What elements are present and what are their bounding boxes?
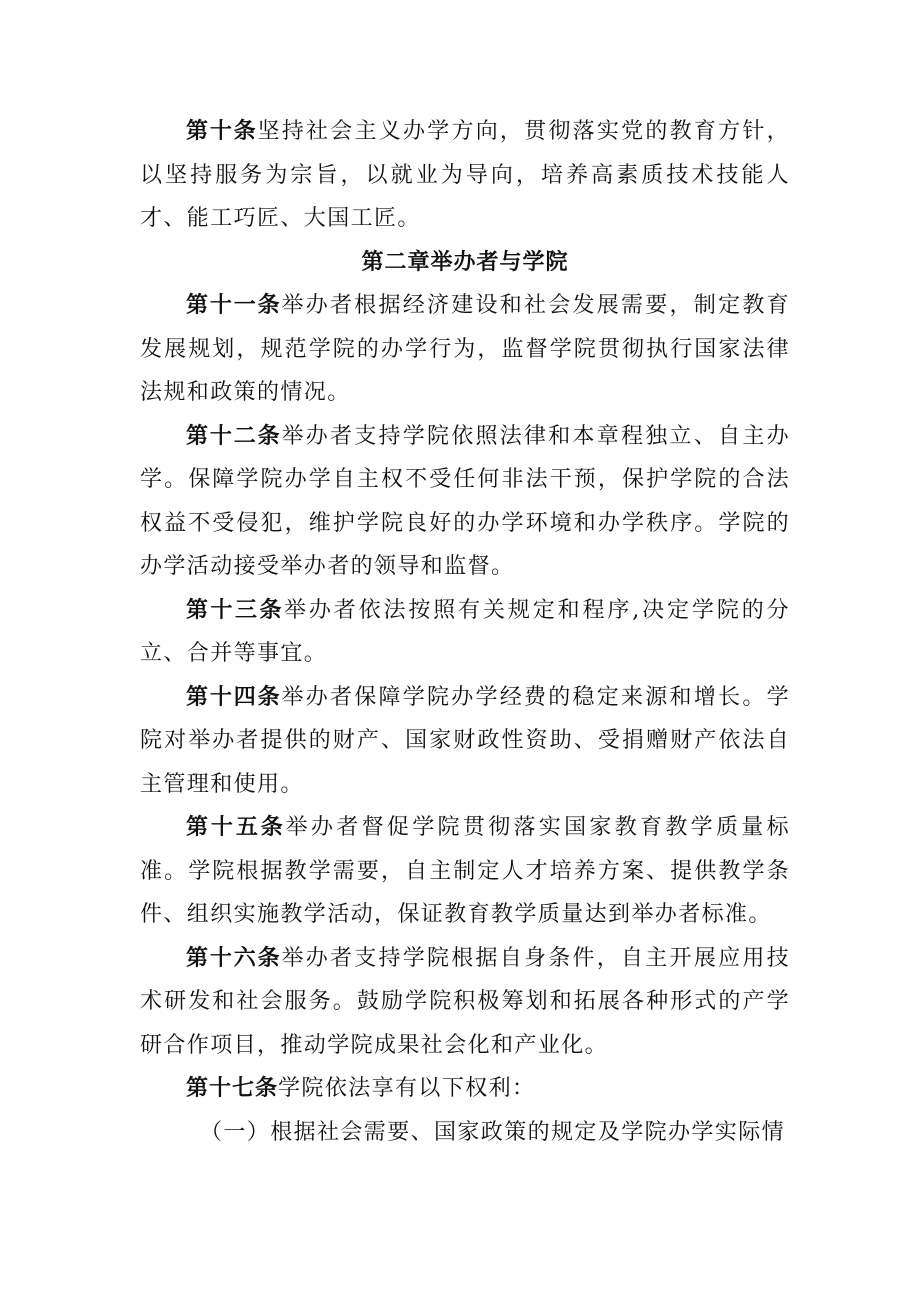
article-13 [140, 589, 790, 676]
document-body [140, 110, 790, 1154]
article-text: 举办者督促学院贯彻落实国家教育教学质量标准。学院根据教学需要，自主制定人才培养方案、提供教学条件、组织实施教学活动，保证教育教学质量达到举办者标准。 [140, 815, 790, 927]
article-16 [140, 937, 790, 1068]
article-number: 第十条 [186, 118, 258, 144]
article-12 [140, 415, 790, 589]
article-number: 第十五条 [186, 814, 286, 840]
list-item: （一）根据社会需要、国家政策的规定及学院办学实际情 [200, 1119, 786, 1145]
article-15 [140, 806, 790, 937]
article-17 [140, 1067, 790, 1111]
article-number: 第十一条 [186, 292, 282, 318]
article-number: 第十六条 [186, 944, 282, 971]
article-number: 第十二条 [186, 422, 282, 449]
article-text: 学院依法享有以下权利： [278, 1076, 536, 1101]
article-text: 举办者支持学院根据自身条件，自主开展应用技术研发和社会服务。鼓励学院积极筹划和拓展各种形式的产学研合作项目，推动学院成果社会化和产业化。 [140, 945, 790, 1058]
article-text: 坚持社会主义办学方向，贯彻落实党的教育方针，以坚持服务为宗旨，以就业为导向，培养高素质技术技能人才、能工巧匠、大国工匠。 [140, 119, 790, 231]
article-number: 第十三条 [186, 596, 284, 623]
chapter-title: 第二章举办者与学院 [361, 248, 569, 275]
article-text: 举办者根据经济建设和社会发展需要，制定教育发展规划，规范学院的办学行为，监督学院贯彻执行国家法律法规和政策的情况。 [140, 293, 790, 405]
article-text: 举办者支持学院依照法律和本章程独立、自主办学。保障学院办学自主权不受任何非法干预，保护学院的合法权益不受侵犯，维护学院良好的办学环境和办学秩序。学院的办学活动接受举办者的领导和监督。 [140, 423, 790, 579]
article-text: 举办者依法按照有关规定和程序,决定学院的分立、合并等事宜。 [140, 597, 790, 666]
article-text: 举办者保障学院办学经费的稳定来源和增长。学院对举办者提供的财产、国家财政性资助、受捐赠财产依法自主管理和使用。 [140, 684, 790, 797]
article-number: 第十七条 [186, 1075, 279, 1101]
article-10 [140, 110, 790, 241]
article-11 [140, 284, 790, 415]
article-number: 第十四条 [186, 683, 282, 710]
article-14 [140, 676, 790, 807]
